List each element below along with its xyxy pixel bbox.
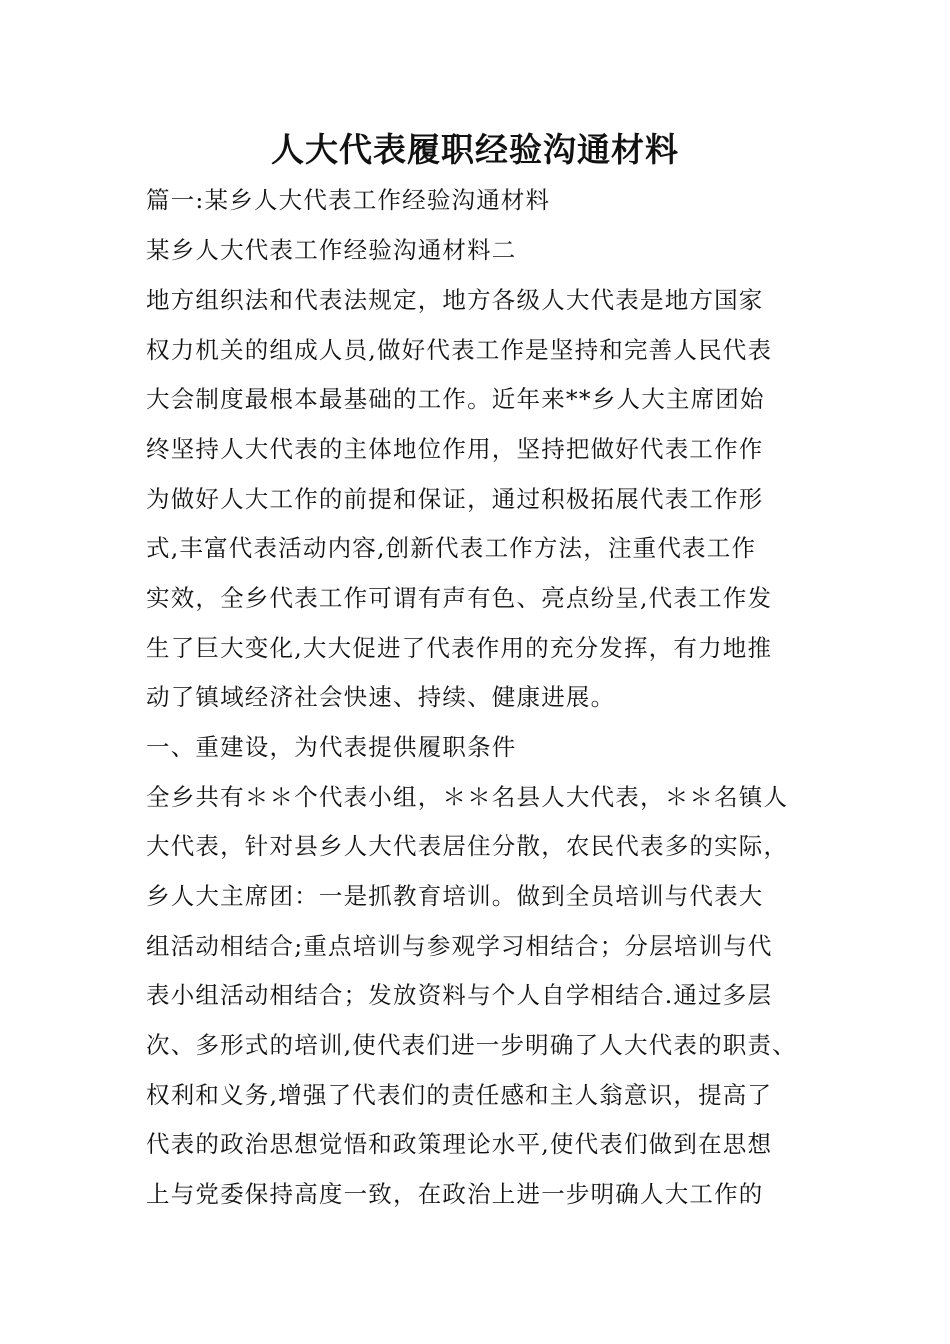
body-line: 动了镇域经济社会快速、持续、健康进展。 xyxy=(146,683,616,711)
body-line: 表小组活动相结合；发放资料与个人自学相结合.通过多层 xyxy=(146,981,773,1009)
body-line: 地方组织法和代表法规定，地方各级人大代表是地方国家 xyxy=(146,286,764,314)
body-line: 权力机关的组成人员,做好代表工作是坚持和完善人民代表 xyxy=(146,336,773,364)
body-line: 次、多形式的培训,使代表们进一步明确了人大代表的职责、 xyxy=(146,1031,797,1059)
body-line: 乡人大主席团：一是抓教育培训。做到全员培训与代表大 xyxy=(146,882,764,910)
body-line: 大代表，针对县乡人大代表居住分散，农民代表多的实际， xyxy=(146,832,789,860)
body-line: 权利和义务,增强了代表们的责任感和主人翁意识，提高了 xyxy=(146,1081,773,1109)
document-title: 人大代表履职经验沟通材料 xyxy=(271,130,679,169)
body-line: 代表的政治思想觉悟和政策理论水平,使代表们做到在思想 xyxy=(146,1130,773,1158)
body-line: 式,丰富代表活动内容,创新代表工作方法，注重代表工作 xyxy=(146,534,757,562)
body-line: 某乡人大代表工作经验沟通材料二 xyxy=(146,236,517,264)
body-line: 生了巨大变化,大大促进了代表作用的充分发挥，有力地推 xyxy=(146,634,773,662)
body-line: 实效，全乡代表工作可谓有声有色、亮点纷呈,代表工作发 xyxy=(146,584,773,612)
body-line: 为做好人大工作的前提和保证，通过积极拓展代表工作形 xyxy=(146,485,764,513)
body-line: 上与党委保持高度一致，在政治上进一步明确人大工作的 xyxy=(146,1180,764,1208)
body-line: 组活动相结合;重点培训与参观学习相结合；分层培训与代 xyxy=(146,932,773,960)
section-heading: 一、重建设，为代表提供履职条件 xyxy=(146,733,517,761)
body-line: 全乡共有＊＊个代表小组，＊＊名县人大代表，＊＊名镇人 xyxy=(146,783,789,811)
body-line: 终坚持人大代表的主体地位作用，坚持把做好代表工作作 xyxy=(146,435,764,463)
body-line: 大会制度最根本最基础的工作。近年来**乡人大主席团始 xyxy=(146,385,765,413)
body-line: 篇一:某乡人大代表工作经验沟通材料 xyxy=(146,186,551,214)
